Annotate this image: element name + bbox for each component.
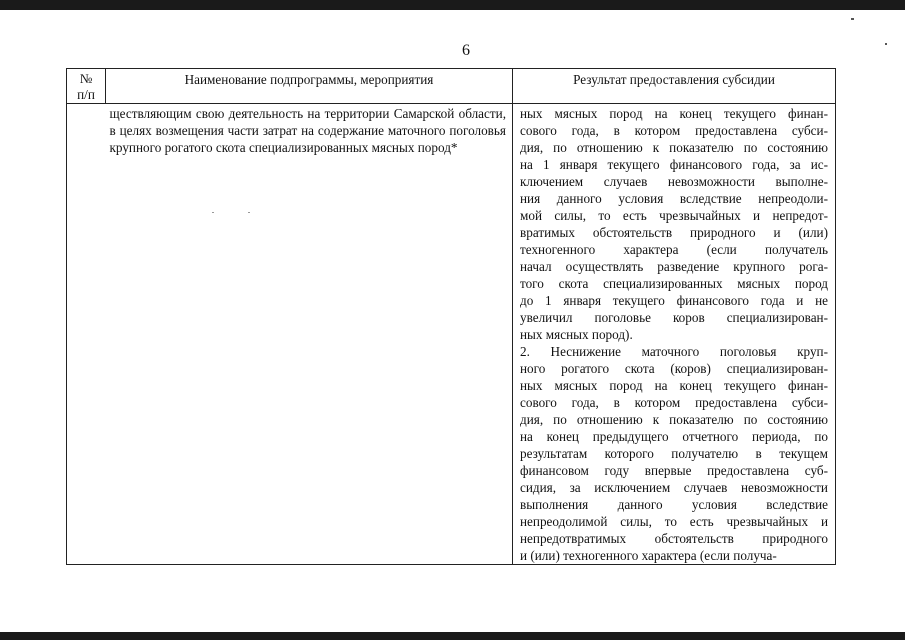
result-text xyxy=(513,104,835,564)
result-line: на конец предыдущего отчетного периода, по xyxy=(520,429,828,444)
subprogram-table xyxy=(66,68,836,565)
scan-speck xyxy=(885,43,887,45)
result-line: сового года, в котором предоставлена субси- xyxy=(520,395,828,410)
result-line: непредотвратимых обстоятельств природного xyxy=(520,531,828,546)
result-line: и (или) техногенного характера (если получа- xyxy=(520,548,777,563)
result-line: мой силы, то есть чрезвычайных и непредот- xyxy=(520,208,828,223)
header-cell-number xyxy=(67,69,106,104)
scan-top-border xyxy=(0,0,905,10)
header-number-symbol: № xyxy=(79,71,93,86)
header-number-abbrev: п/п xyxy=(77,87,95,102)
result-line: ния данного условия вследствие непреодоли- xyxy=(520,191,828,206)
header-result-label: Результат предоставления субсидии xyxy=(573,72,775,87)
result-line: ных мясных пород на конец текущего финан- xyxy=(520,378,828,393)
result-line: до 1 января текущего финансового года и не xyxy=(520,293,828,308)
result-line: выполнения данного условия вследствие xyxy=(520,497,828,512)
row-cell-result xyxy=(513,104,836,565)
result-line: ных мясных пород на конец текущего финан- xyxy=(520,106,828,121)
row-cell-number xyxy=(67,104,106,565)
header-name-label: Наименование подпрограммы, мероприятия xyxy=(184,72,434,87)
result-line: начал осуществлять разведение крупного рога- xyxy=(520,259,828,274)
result-line: вратимых обстоятельств природного и (или) xyxy=(520,225,828,240)
result-line: сидия, за исключением случаев невозможности xyxy=(520,480,828,495)
scan-speck xyxy=(851,18,854,20)
result-line: техногенного характера (если получатель xyxy=(520,242,828,257)
header-cell-result xyxy=(513,69,836,104)
scan-bottom-border xyxy=(0,632,905,640)
table-row xyxy=(67,104,836,565)
result-line: дия, по отношению к показателю по состоянию xyxy=(520,140,828,155)
result-line: результатам которого получателю в текущем xyxy=(520,446,828,461)
result-line: ных мясных пород). xyxy=(520,327,633,342)
result-line: увеличил поголовье коров специализирован- xyxy=(520,310,828,325)
result-line: того скота специализированных мясных пород xyxy=(520,276,828,291)
result-line: непреодолимой силы, то есть чрезвычайных и xyxy=(520,514,828,529)
result-line: 2. Неснижение маточного поголовья круп- xyxy=(520,344,828,359)
row-cell-name xyxy=(106,104,513,565)
header-number-label xyxy=(67,69,105,103)
result-line: сового года, в котором предоставлена субси- xyxy=(520,123,828,138)
measure-name-text: ществляющим свою деятельность на территории Самарской области, в целях возмещения части затрат на содержание маточного поголовья крупного рогатого скота специализированных мясных пород* xyxy=(109,106,506,155)
result-line: ключением случаев невозможности выполне- xyxy=(520,174,828,189)
result-line: дия, по отношению к показателю по состоянию xyxy=(520,412,828,427)
page-number: 6 xyxy=(462,42,470,59)
result-line: на 1 января текущего финансового года, за ис- xyxy=(520,157,828,172)
table-header-row xyxy=(67,69,836,104)
header-cell-name xyxy=(106,69,513,104)
result-line: финансовом году впервые предоставлена суб- xyxy=(520,463,828,478)
result-line: ного рогатого скота (коров) специализирован- xyxy=(520,361,828,376)
